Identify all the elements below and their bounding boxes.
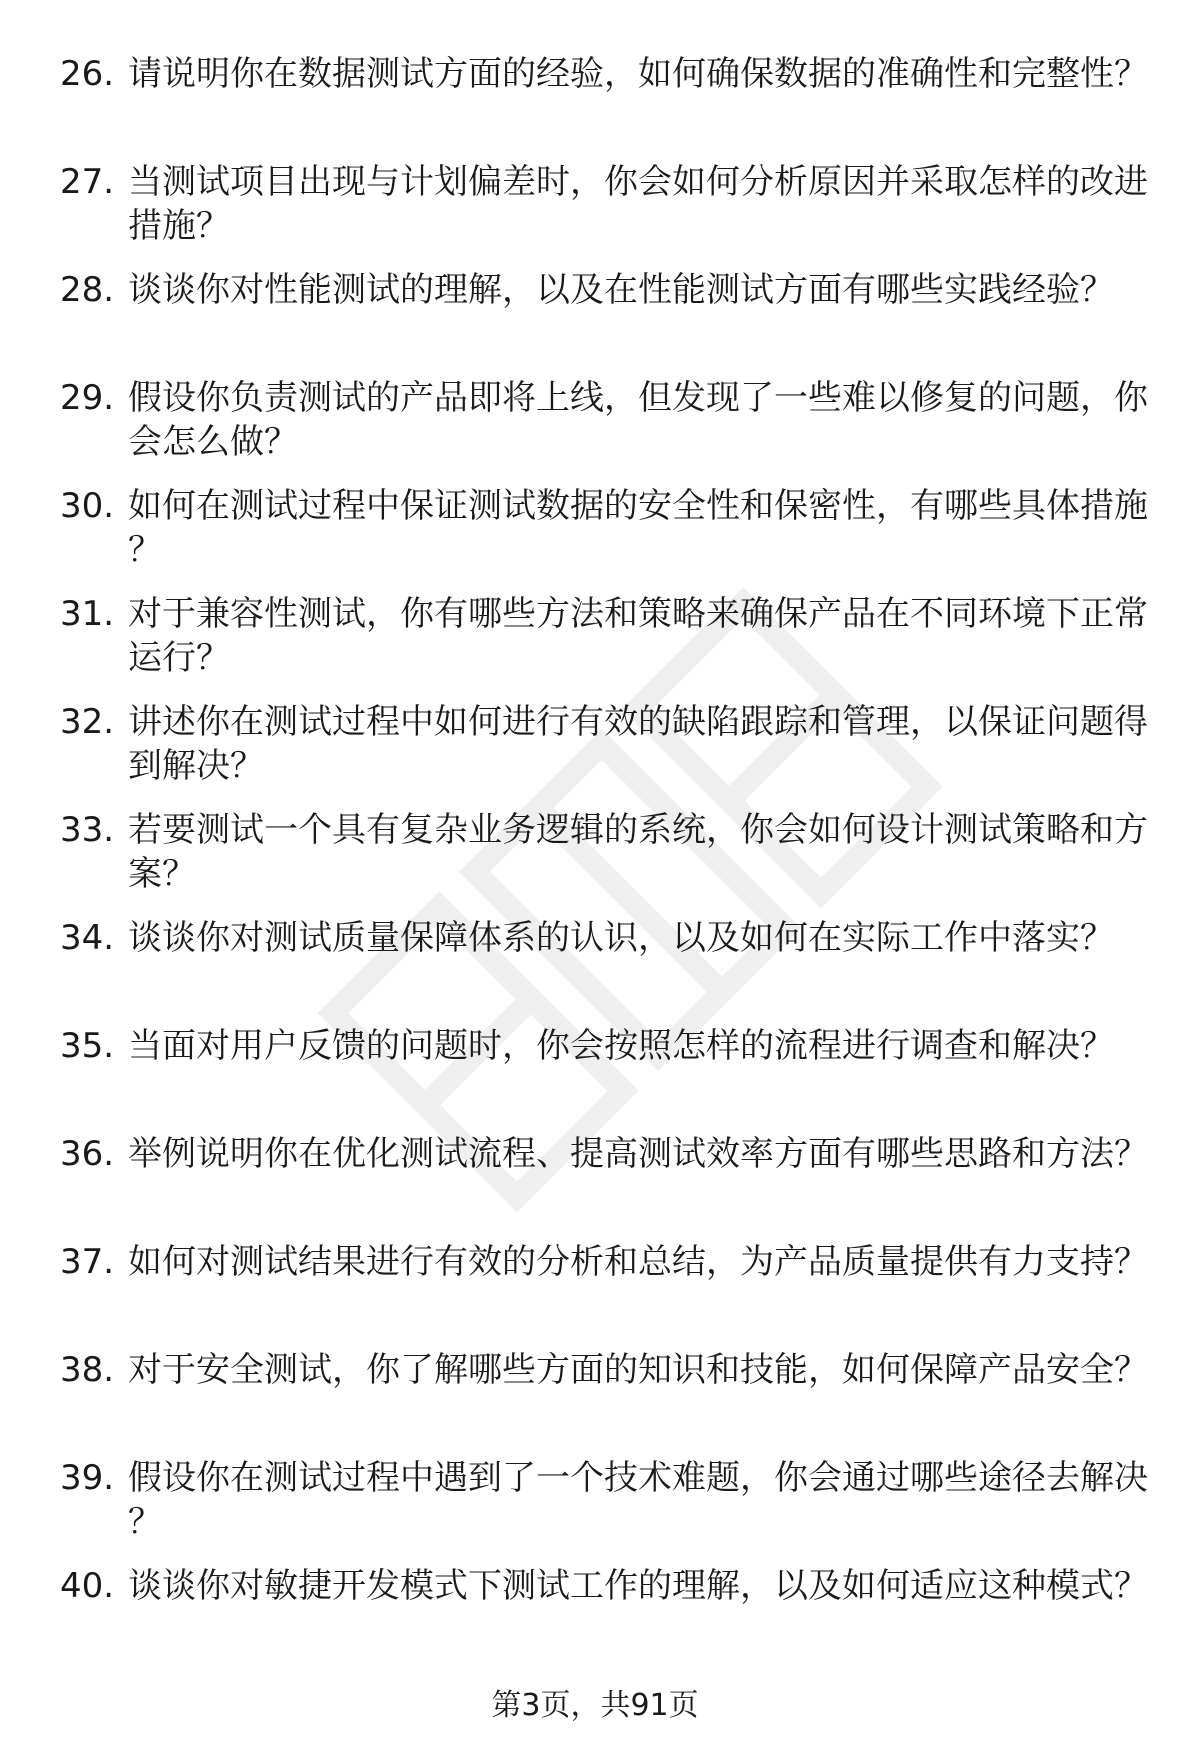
question-number: 32.: [60, 702, 115, 742]
question-item: [60, 1348, 1150, 1456]
question-list: [60, 52, 1150, 1672]
page-number-label: 第3页，共91页: [491, 1688, 699, 1723]
question-item: [60, 700, 1150, 808]
question-text: 谈谈你对性能测试的理解，以及在性能测试方面有哪些实践经验？: [128, 270, 1114, 310]
question-number: 27.: [60, 162, 115, 202]
question-number: 35.: [60, 1026, 115, 1066]
question-number: 39.: [60, 1458, 115, 1498]
question-number: 40.: [60, 1566, 115, 1606]
question-number: 31.: [60, 594, 115, 634]
question-item: [60, 52, 1150, 160]
question-text: 谈谈你对敏捷开发模式下测试工作的理解，以及如何适应这种模式？: [128, 1566, 1148, 1606]
question-text: 当测试项目出现与计划偏差时，你会如何分析原因并采取怎样的改进措施？: [128, 162, 1148, 246]
question-item: [60, 1024, 1150, 1132]
question-number: 29.: [60, 378, 115, 418]
question-text: 如何对测试结果进行有效的分析和总结，为产品质量提供有力支持？: [128, 1242, 1148, 1282]
question-text: 假设你在测试过程中遇到了一个技术难题，你会通过哪些途径去解决？: [128, 1458, 1148, 1542]
question-text: 若要测试一个具有复杂业务逻辑的系统，你会如何设计测试策略和方案？: [128, 810, 1148, 894]
question-item: [60, 808, 1150, 916]
question-item: [60, 1564, 1150, 1672]
page-footer: [0, 1686, 1190, 1726]
question-text: 谈谈你对测试质量保障体系的认识，以及如何在实际工作中落实？: [128, 918, 1114, 958]
question-item: [60, 916, 1150, 1024]
question-item: [60, 592, 1150, 700]
question-number: 26.: [60, 54, 115, 94]
question-number: 28.: [60, 270, 115, 310]
question-text: 讲述你在测试过程中如何进行有效的缺陷跟踪和管理，以保证问题得到解决？: [128, 702, 1148, 786]
question-item: [60, 484, 1150, 592]
question-text: 请说明你在数据测试方面的经验，如何确保数据的准确性和完整性？: [128, 54, 1148, 94]
question-number: 37.: [60, 1242, 115, 1282]
question-item: [60, 1132, 1150, 1240]
question-text: 当面对用户反馈的问题时，你会按照怎样的流程进行调查和解决？: [128, 1026, 1114, 1066]
question-item: [60, 1456, 1150, 1564]
question-item: [60, 376, 1150, 484]
question-text: 举例说明你在优化测试流程、提高测试效率方面有哪些思路和方法？: [128, 1134, 1148, 1174]
question-text: 对于兼容性测试，你有哪些方法和策略来确保产品在不同环境下正常运行？: [128, 594, 1148, 678]
question-number: 36.: [60, 1134, 115, 1174]
question-item: [60, 268, 1150, 376]
question-item: [60, 1240, 1150, 1348]
question-number: 38.: [60, 1350, 115, 1390]
question-text: 如何在测试过程中保证测试数据的安全性和保密性，有哪些具体措施？: [128, 486, 1148, 570]
question-number: 34.: [60, 918, 115, 958]
question-item: [60, 160, 1150, 268]
question-text: 假设你负责测试的产品即将上线，但发现了一些难以修复的问题，你会怎么做？: [128, 378, 1148, 462]
question-number: 30.: [60, 486, 115, 526]
question-number: 33.: [60, 810, 115, 850]
question-text: 对于安全测试，你了解哪些方面的知识和技能，如何保障产品安全？: [128, 1350, 1148, 1390]
